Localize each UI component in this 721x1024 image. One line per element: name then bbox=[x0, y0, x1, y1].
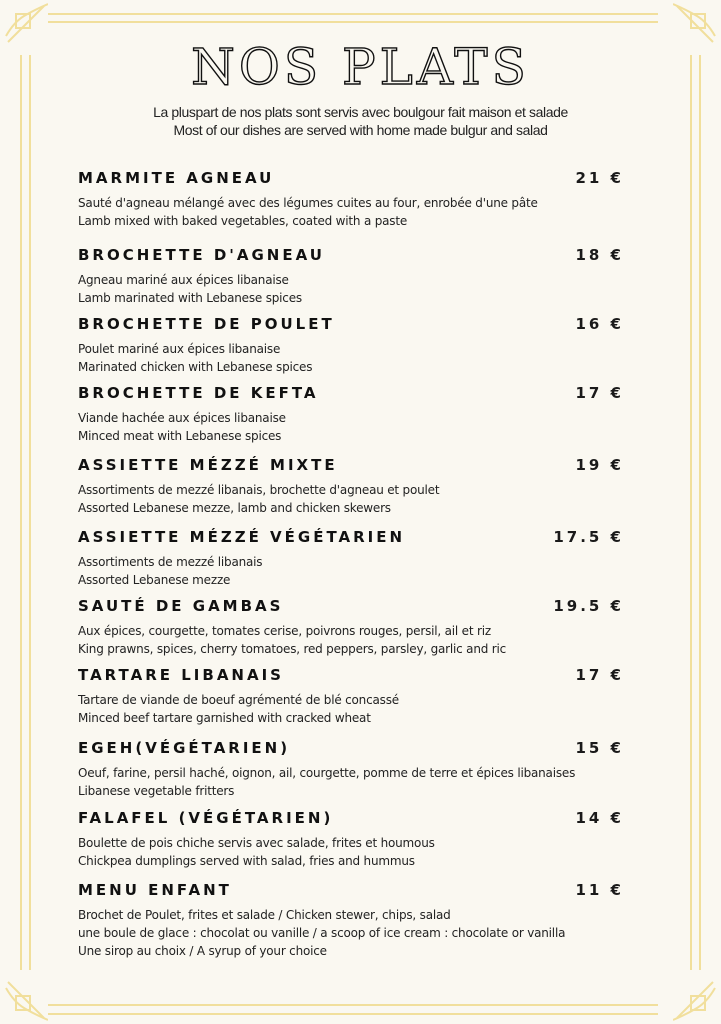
item-name: TARTARE LIBANAIS bbox=[78, 666, 284, 684]
item-name: ASSIETTE MÉZZÉ MIXTE bbox=[78, 456, 338, 474]
item-description-line: Assortiments de mezzé libanais bbox=[78, 555, 263, 569]
menu-item bbox=[78, 243, 624, 307]
item-description-line: Lamb mixed with baked vegetables, coated with a paste bbox=[78, 214, 408, 228]
menu-item bbox=[78, 381, 624, 445]
menu-item bbox=[78, 312, 624, 376]
item-price: 17 € bbox=[575, 384, 624, 402]
item-price: 17 € bbox=[575, 666, 624, 684]
border-right-outer bbox=[699, 55, 701, 970]
item-description-line: Aux épices, courgette, tomates cerise, poivrons rouges, persil, ail et riz bbox=[78, 624, 491, 638]
border-right-inner bbox=[690, 55, 692, 970]
item-price: 19.5 € bbox=[553, 597, 624, 615]
item-price: 11 € bbox=[575, 881, 624, 899]
menu-item bbox=[78, 878, 624, 960]
item-price: 18 € bbox=[575, 246, 624, 264]
item-description-line: King prawns, spices, cherry tomatoes, red peppers, parsley, garlic and ric bbox=[78, 642, 507, 656]
item-name: MARMITE AGNEAU bbox=[78, 169, 275, 187]
item-description-line: Minced beef tartare garnished with cracked wheat bbox=[78, 711, 371, 725]
border-top-inner bbox=[48, 21, 658, 23]
item-description-line: Assorted Lebanese mezze, lamb and chicken skewers bbox=[78, 501, 391, 515]
item-price: 16 € bbox=[575, 315, 624, 333]
item-name: SAUTÉ DE GAMBAS bbox=[78, 597, 284, 615]
border-top-outer bbox=[48, 13, 658, 15]
item-name: BROCHETTE DE POULET bbox=[78, 315, 335, 333]
item-description-line: Brochet de Poulet, frites et salade / Chicken stewer, chips, salad bbox=[78, 908, 451, 922]
item-description-line: Une sirop au choix / A syrup of your choice bbox=[78, 944, 327, 958]
item-description-line: Chickpea dumplings served with salad, fries and hummus bbox=[78, 854, 415, 868]
border-left-outer bbox=[20, 55, 22, 970]
menu-item bbox=[78, 806, 624, 870]
item-price: 21 € bbox=[575, 169, 624, 187]
menu-item bbox=[78, 594, 624, 658]
border-left-inner bbox=[29, 55, 31, 970]
item-description-line: Boulette de pois chiche servis avec salade, frites et houmous bbox=[78, 836, 435, 850]
item-name: EGEH(VÉGÉTARIEN) bbox=[78, 739, 291, 757]
item-name: BROCHETTE DE KEFTA bbox=[78, 384, 319, 402]
subtitle-fr: La pluspart de nos plats sont servis avec boulgour fait maison et salade bbox=[153, 104, 568, 120]
item-price: 19 € bbox=[575, 456, 624, 474]
item-description-line: Assorted Lebanese mezze bbox=[78, 573, 231, 587]
corner-ornament-icon bbox=[4, 978, 48, 1022]
menu-item bbox=[78, 166, 624, 230]
item-description-line: Sauté d'agneau mélangé avec des légumes cuites au four, enrobée d'une pâte bbox=[78, 196, 538, 210]
item-description-line: Poulet mariné aux épices libanaise bbox=[78, 342, 281, 356]
item-description-line: Oeuf, farine, persil haché, oignon, ail, courgette, pomme de terre et épices libanaises bbox=[78, 766, 576, 780]
menu-item bbox=[78, 453, 624, 517]
item-description-line: Marinated chicken with Lebanese spices bbox=[78, 360, 313, 374]
item-name: MENU ENFANT bbox=[78, 881, 232, 899]
item-name: FALAFEL (VÉGÉTARIEN) bbox=[78, 809, 334, 827]
item-description-line: Assortiments de mezzé libanais, brochette d'agneau et poulet bbox=[78, 483, 440, 497]
item-name: ASSIETTE MÉZZÉ VÉGÉTARIEN bbox=[78, 528, 406, 546]
item-price: 17.5 € bbox=[553, 528, 624, 546]
item-price: 14 € bbox=[575, 809, 624, 827]
page-title: NOS PLATS bbox=[191, 38, 530, 96]
item-description-line: Tartare de viande de boeuf agrémenté de blé concassé bbox=[78, 693, 399, 707]
subtitle-en: Most of our dishes are served with home made bulgur and salad bbox=[173, 122, 548, 138]
menu-item bbox=[78, 663, 624, 727]
item-description-line: Libanese vegetable fritters bbox=[78, 784, 235, 798]
item-description-line: une boule de glace : chocolat ou vanille / a scoop of ice cream : chocolate or vanilla bbox=[78, 926, 566, 940]
border-bottom-inner bbox=[48, 1004, 658, 1006]
item-name: BROCHETTE D'AGNEAU bbox=[78, 246, 325, 264]
item-description-line: Viande hachée aux épices libanaise bbox=[78, 411, 286, 425]
border-bottom-outer bbox=[48, 1013, 658, 1015]
item-description-line: Minced meat with Lebanese spices bbox=[78, 429, 282, 443]
item-price: 15 € bbox=[575, 739, 624, 757]
corner-ornament-icon bbox=[673, 978, 717, 1022]
menu-item bbox=[78, 736, 624, 800]
item-description-line: Agneau mariné aux épices libanaise bbox=[78, 273, 289, 287]
item-description-line: Lamb marinated with Lebanese spices bbox=[78, 291, 302, 305]
menu-item bbox=[78, 525, 624, 589]
